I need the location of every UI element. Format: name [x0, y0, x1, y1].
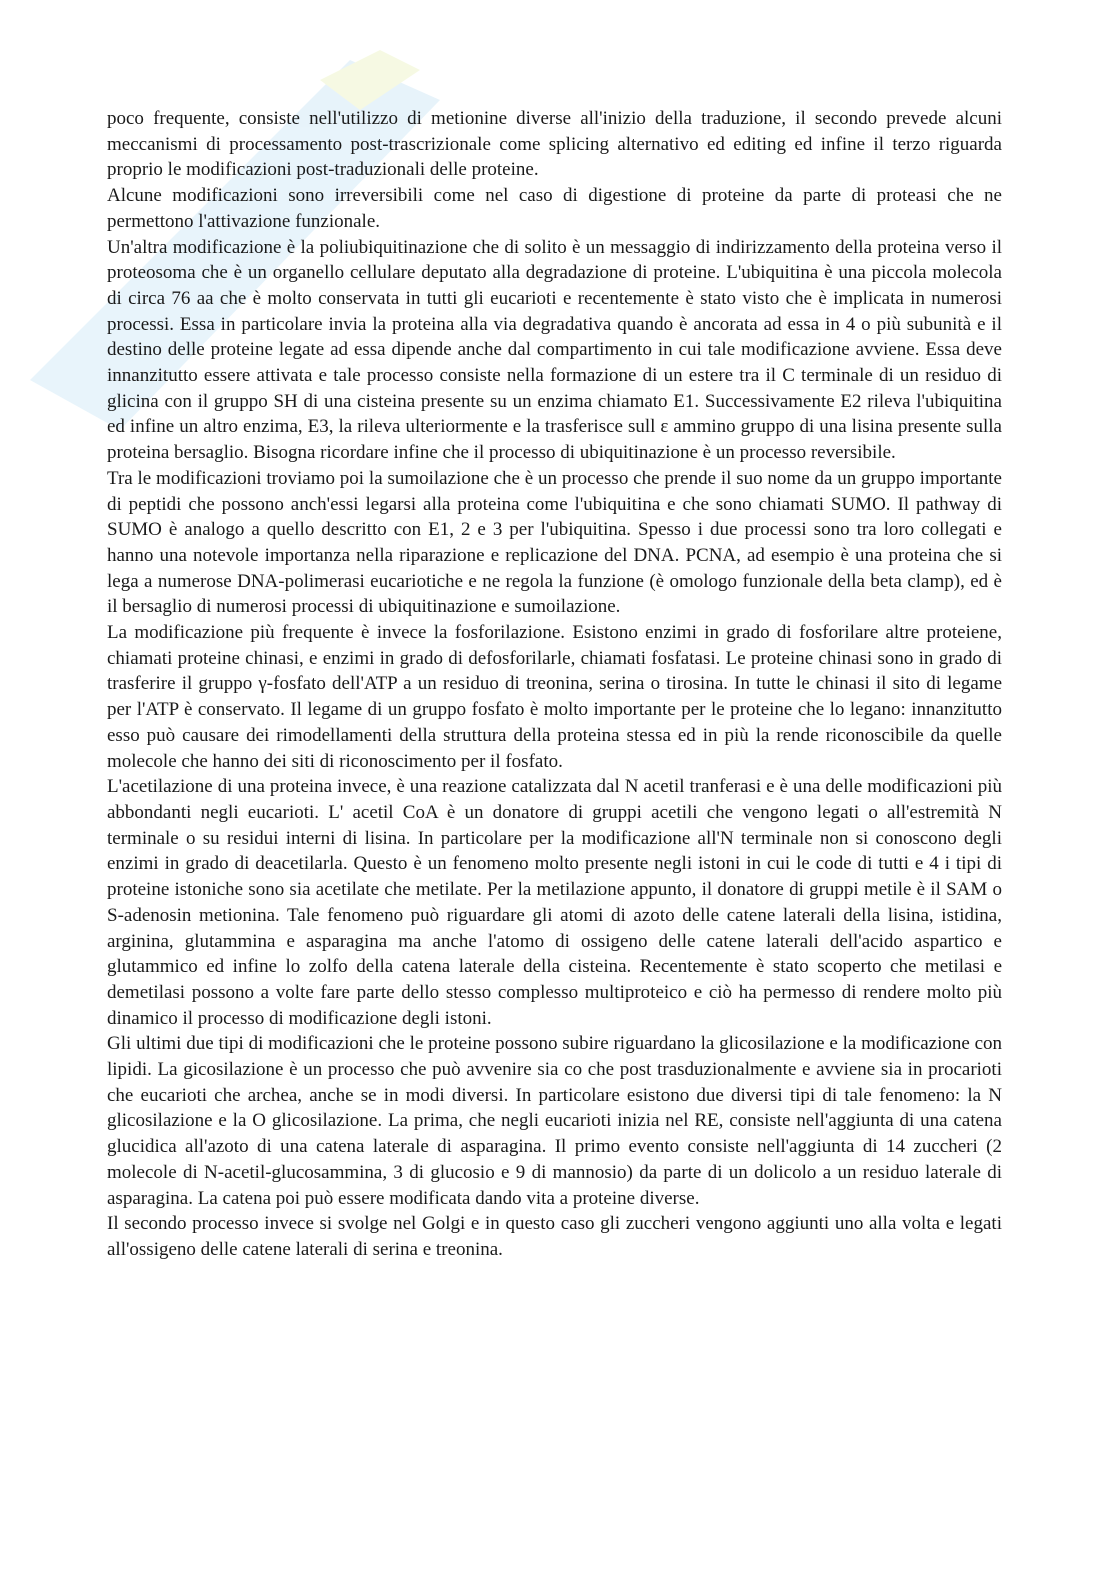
paragraph: L'acetilazione di una proteina invece, è una reazione catalizzata dal N acetil tranferasi e è una delle modificazioni più abbondanti negli eucarioti. L' acetil CoA è un donatore di gruppi acetili che vengono legati o all'estremità N terminale o su residui interni di lisina. In particolare per la modificazione all'N terminale non si conoscono degli enzimi in grado di deacetilarla. Questo è un fenomeno molto presente negli istoni in cui le code di tutti e 4 i tipi di proteine istoniche sono sia acetilate che metilate. Per la metilazione appunto, il donatore di gruppi metile è il SAM o S-adenosin metionina. Tale fenomeno può riguardare gli atomi di azoto delle catene laterali della lisina, istidina, arginina, glutammina e asparagina ma anche l'atomo di ossigeno delle catene laterali dell'acido aspartico e glutammico ed infine lo zolfo della catena laterale della cisteina. Recentemente è stato scoperto che metilasi e demetilasi possono a volte fare parte dello stesso complesso multiproteico e ciò ha permesso di rendere molto più dinamico il processo di modificazione degli istoni.	[107, 776, 1002, 1029]
paragraph: La modificazione più frequente è invece la fosforilazione. Esistono enzimi in grado di fosforilare altre proteiene, chiamati proteine chinasi, e enzimi in grado di defosforilarle, chiamati fosfatasi. Le proteine chinasi sono in grado di trasferire il gruppo γ-fosfato dell'ATP a un residuo di treonina, serina o tirosina. In tutte le chinasi il sito di legame per l'ATP è conservato. Il legame di un gruppo fosfato è molto importante per le proteine che lo legano: innanzitutto esso può causare dei rimodellamenti della struttura della proteina stessa ed in più la rende riconoscibile da quelle molecole che hanno dei siti di riconoscimento per il fosfato.	[107, 622, 1002, 772]
paragraph: poco frequente, consiste nell'utilizzo di metionine diverse all'inizio della traduzione, il secondo prevede alcuni meccanismi di processamento post-trascrizionale come splicing alternativo ed editing ed infine il terzo riguarda proprio le modificazioni post-traduzionali delle proteine.	[107, 108, 1002, 181]
paragraph: Un'altra modificazione è la poliubiquitinazione che di solito è un messaggio di indirizzamento della proteina verso il proteosoma che è un organello cellulare deputato alla degradazione di proteine. L'ubiquitina è una piccola molecola di circa 76 aa che è molto conservata in tutti gli eucarioti e recentemente è stato visto che è implicata in numerosi processi. Essa in particolare invia la proteina alla via degradativa quando è ancorata ad essa in 4 o più subunità e il destino delle proteine legate ad essa dipende anche dal compartimento in cui tale modificazione avviene. Essa deve innanzitutto essere attivata e tale processo consiste nella formazione di un estere tra il C terminale di un residuo di glicina con il gruppo SH di una cisteina presente su un enzima chiamato E1. Successivamente E2 rileva l'ubiquitina ed infine un altro enzima, E3, la rileva ulteriormente e la trasferisce sull ε ammino gruppo di una lisina presente sulla proteina bersaglio. Bisogna ricordare infine che il processo di ubiquitinazione è un processo reversibile.	[107, 236, 1002, 464]
paragraph: Il secondo processo invece si svolge nel Golgi e in questo caso gli zuccheri vengono aggiunti uno alla volta e legati all'ossigeno delle catene laterali di serina e treonina.	[107, 1213, 1002, 1260]
document-body	[107, 106, 1002, 1263]
paragraph: Tra le modificazioni troviamo poi la sumoilazione che è un processo che prende il suo nome da un gruppo importante di peptidi che possono anch'essi legarsi alla proteina come l'ubiquitina e che sono chiamati SUMO. Il pathway di SUMO è analogo a quello descritto con E1, 2 e 3 per l'ubiquitina. Spesso i due processi sono tra loro collegati e hanno una notevole importanza nella riparazione e replicazione del DNA. PCNA, ad esempio è una proteina che si lega a numerose DNA-polimerasi eucariotiche e ne regola la funzione (è omologo funzionale della beta clamp), ed è il bersaglio di numerosi processi di ubiquitinazione e sumoilazione.	[107, 467, 1002, 618]
watermark-ribbon-accent	[320, 50, 420, 110]
paragraph: Alcune modificazioni sono irreversibili come nel caso di digestione di proteine da parte di proteasi che ne permettono l'attivazione funzionale.	[107, 185, 1002, 232]
paragraph: Gli ultimi due tipi di modificazioni che le proteine possono subire riguardano la glicosilazione e la modificazione con lipidi. La gicosilazione è un processo che può avvenire sia co che post trasduzionalmente e avviene sia in procarioti che eucarioti che archea, anche se in modi diversi. In particolare esistono due diversi tipi di tale fenomeno: la N glicosilazione e la O glicosilazione. La prima, che negli eucarioti inizia nel RE, consiste nell'aggiunta di una catena glucidica all'azoto di una catena laterale di asparagina. Il primo evento consiste nell'aggiunta di 14 zuccheri (2 molecole di N-acetil-glucosammina, 3 di glucosio e 9 di mannosio) da parte di un dolicolo a un residuo laterale di asparagina. La catena poi può essere modificata dando vita a proteine diverse.	[107, 1033, 1002, 1209]
